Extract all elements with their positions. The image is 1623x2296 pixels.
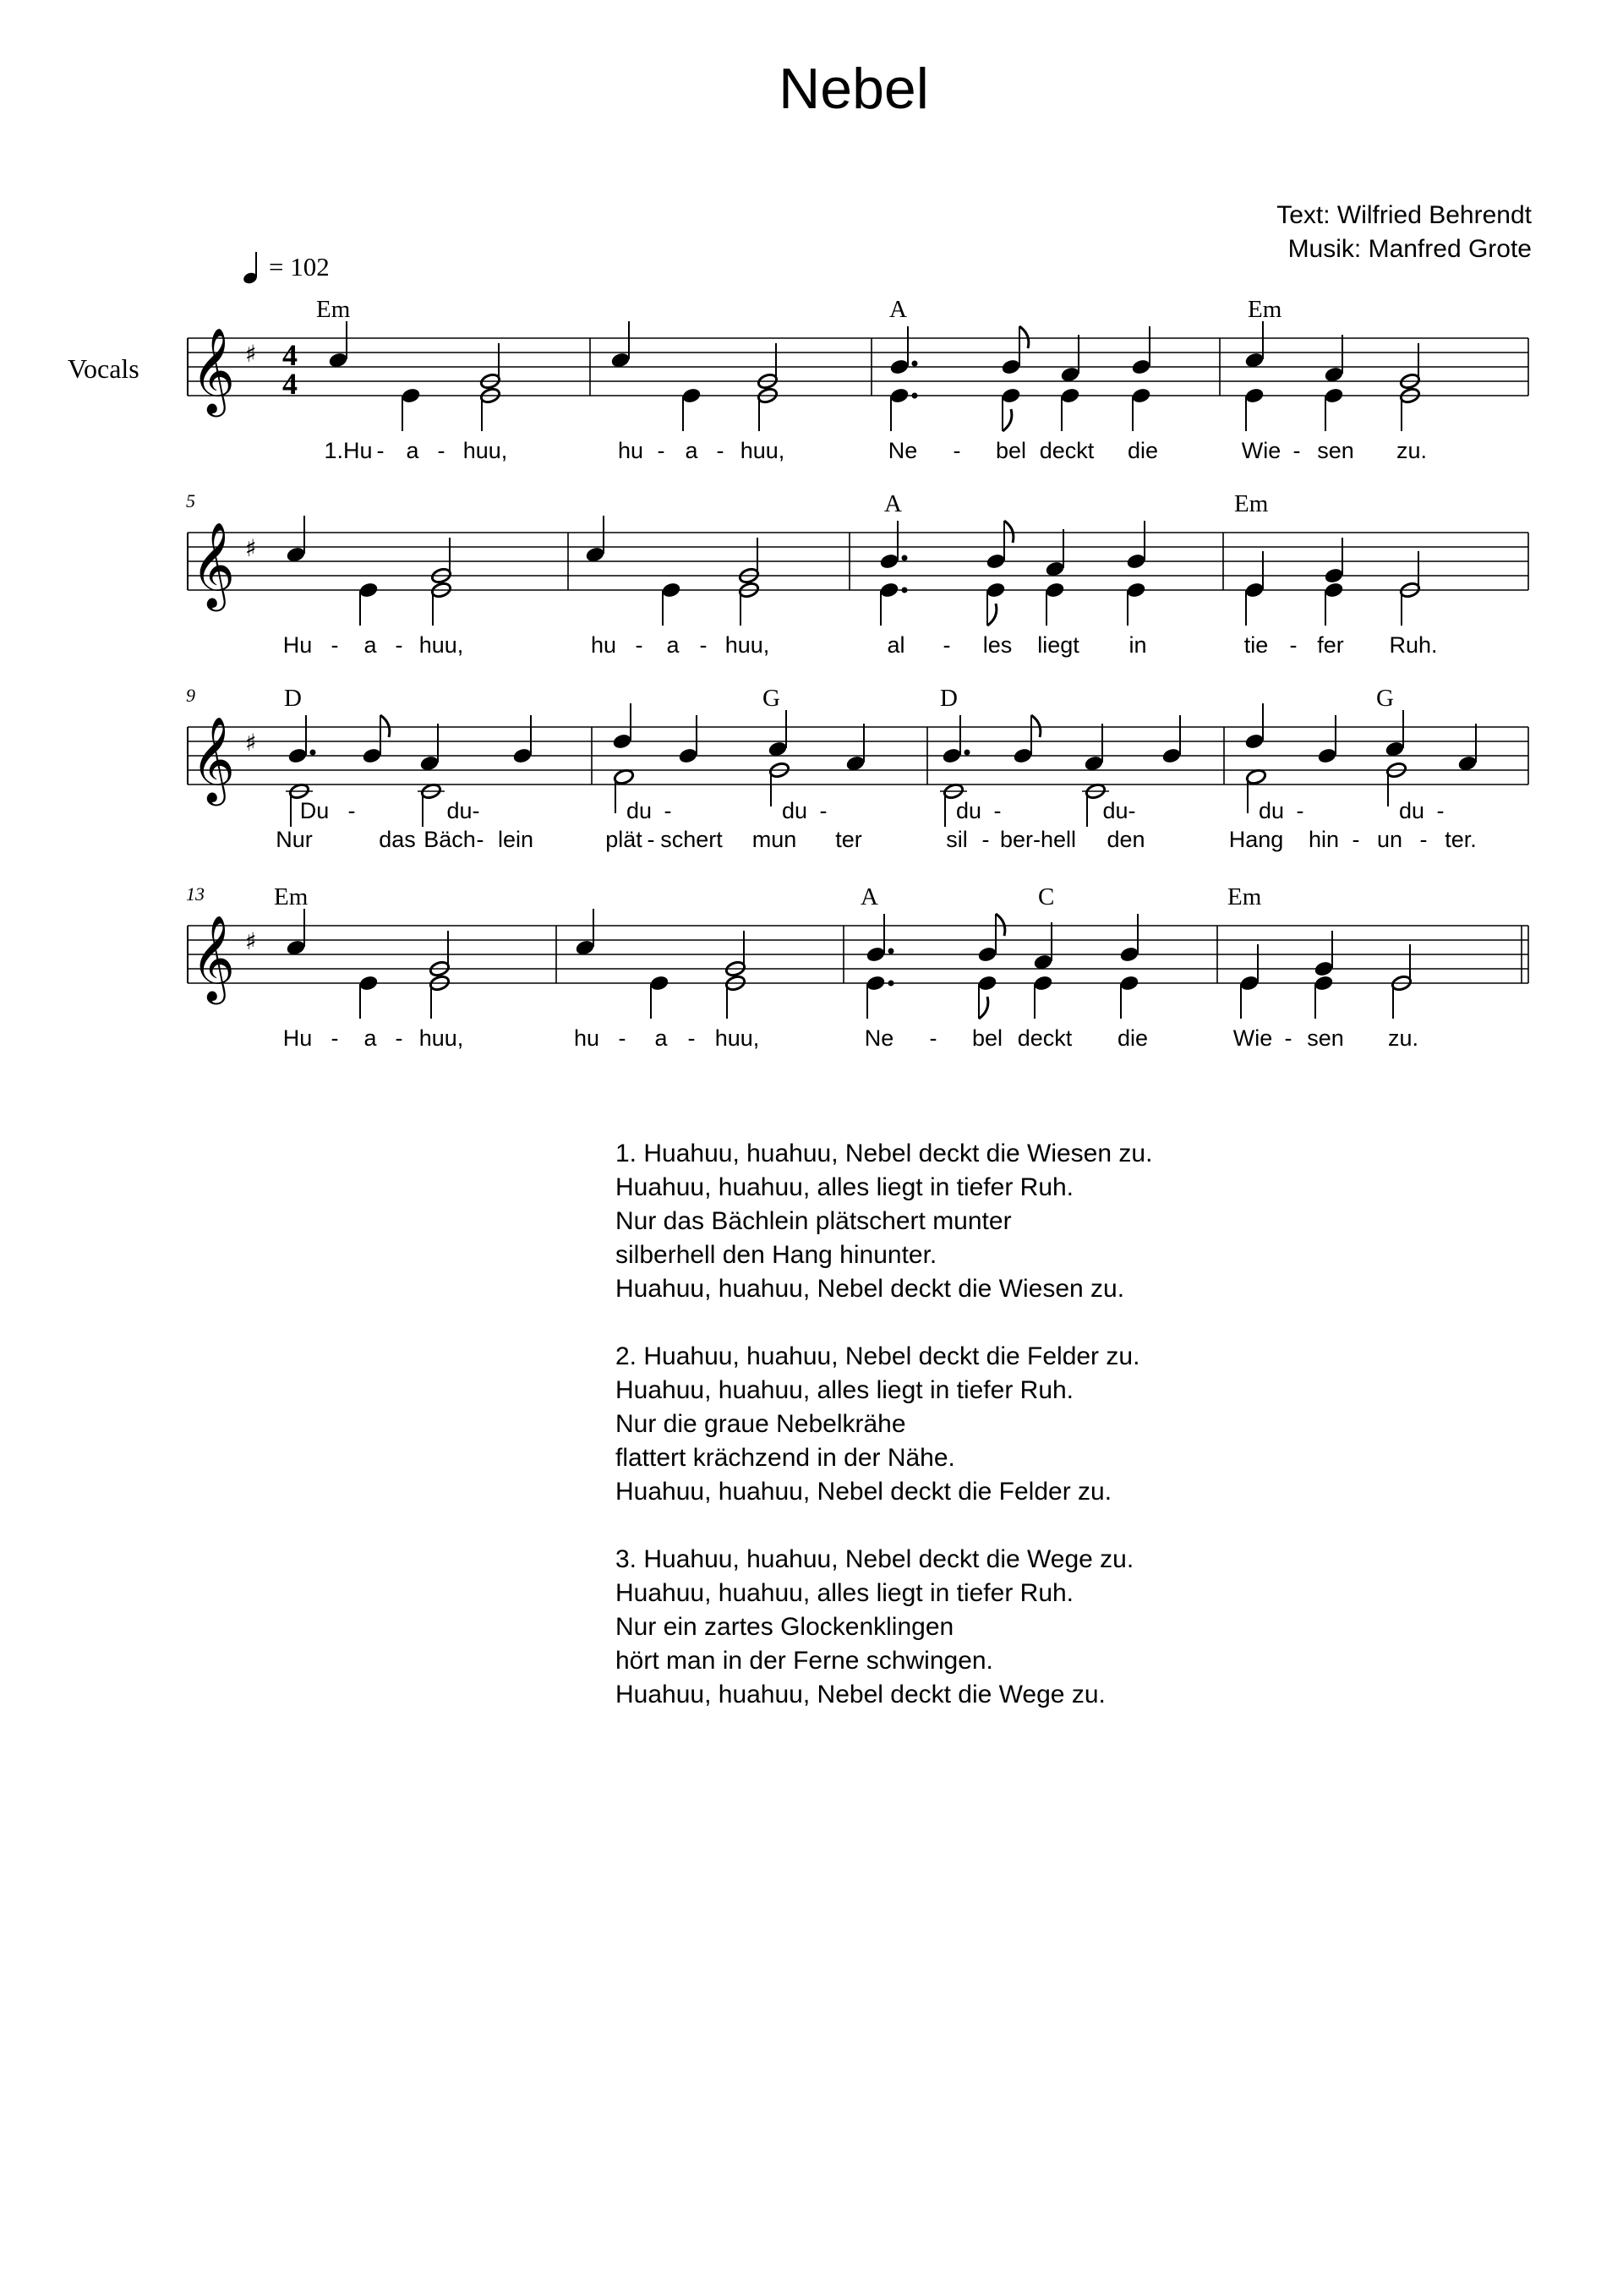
chord: G bbox=[1376, 685, 1394, 712]
svg-text:♯: ♯ bbox=[245, 340, 257, 368]
svg-text:♯: ♯ bbox=[245, 927, 257, 955]
lyric-syllable: sen bbox=[1317, 438, 1354, 463]
lyric-syllable: fer bbox=[1317, 632, 1344, 658]
lyric-syllable: huu, bbox=[714, 1025, 760, 1051]
lyric-syllable: hu bbox=[573, 1025, 600, 1051]
chord: Em bbox=[1234, 490, 1269, 517]
key-signature-sharp-icon bbox=[245, 729, 257, 757]
verse-3 bbox=[615, 1543, 1152, 1712]
verse-line: Nur die graue Nebelkrähe bbox=[615, 1410, 906, 1438]
lyric-syllable: les bbox=[982, 632, 1013, 658]
chord: C bbox=[1038, 883, 1055, 910]
measure-number: 13 bbox=[186, 883, 205, 905]
lyric-syllable: a bbox=[666, 632, 680, 658]
lyric-syllable: das bbox=[379, 827, 416, 852]
lyric-syllable: den bbox=[1107, 827, 1145, 852]
lyric-syllable: ter. bbox=[1445, 827, 1477, 852]
lyric-syllable: die bbox=[1127, 438, 1159, 463]
lyric-syllable: deckt bbox=[1039, 438, 1095, 463]
svg-text:𝄞: 𝄞 bbox=[191, 914, 236, 1001]
lyric-upper-syllable: du bbox=[626, 798, 653, 823]
verse-2 bbox=[615, 1340, 1152, 1509]
lyric-syllable: al bbox=[887, 632, 905, 658]
lyric-syllable: Ne bbox=[864, 1025, 894, 1051]
lyric-syllable: Nur bbox=[276, 827, 313, 852]
verse-line: 1. Huahuu, huahuu, Nebel deckt die Wiesen zu. bbox=[615, 1140, 1153, 1167]
verse-line: Huahuu, huahuu, alles liegt in tiefer Ruh. bbox=[615, 1376, 1074, 1404]
key-signature-sharp-icon bbox=[245, 534, 257, 562]
chord: D bbox=[284, 685, 302, 712]
measure-number: 9 bbox=[186, 685, 195, 706]
measure-number: 5 bbox=[186, 490, 195, 511]
svg-text:4: 4 bbox=[282, 367, 298, 401]
lyric-syllable: 1.Hu bbox=[324, 438, 373, 463]
verse-line: Huahuu, huahuu, Nebel deckt die Wege zu. bbox=[615, 1681, 1106, 1708]
verse-line: Huahuu, huahuu, Nebel deckt die Wiesen zu. bbox=[615, 1275, 1125, 1303]
lyric-syllable: Wie bbox=[1241, 438, 1281, 463]
svg-text:𝄞: 𝄞 bbox=[191, 521, 236, 608]
key-signature-sharp-icon bbox=[245, 340, 257, 368]
lyric-upper-syllable: du bbox=[781, 798, 808, 823]
staff-4 bbox=[0, 883, 1623, 1078]
system-3: 9 𝄞 ♯ D G D G Du - du- du - du - du - du- du - du - Nur das Bäch - lein plät - schert mun ter sil - ber-hell den Hang hin - un - ter. bbox=[0, 685, 1623, 879]
lyric-syllable: tie bbox=[1243, 632, 1269, 658]
verse-text-block bbox=[615, 1137, 1152, 1746]
lyric-upper-syllable: du- bbox=[446, 798, 480, 823]
lyric-syllable: a bbox=[654, 1025, 668, 1051]
treble-clef-icon bbox=[191, 521, 235, 612]
chord: Em bbox=[1248, 296, 1282, 323]
tempo-marking bbox=[243, 250, 330, 284]
lyric-syllable: zu. bbox=[1396, 438, 1428, 463]
verse-line: 3. Huahuu, huahuu, Nebel deckt die Wege zu. bbox=[615, 1545, 1134, 1573]
treble-clef-icon bbox=[191, 914, 235, 1005]
lyric-syllable: huu, bbox=[740, 438, 785, 463]
lyric-syllable: hin bbox=[1308, 827, 1340, 852]
lyric-syllable: zu. bbox=[1387, 1025, 1419, 1051]
lyricist-credit: Text: Wilfried Behrendt bbox=[1276, 201, 1532, 229]
lyric-syllable: huu, bbox=[462, 438, 508, 463]
verse-line: flattert krächzend in der Nähe. bbox=[615, 1444, 955, 1472]
lyric-syllable: Bäch bbox=[424, 827, 476, 852]
lyric-syllable: a bbox=[363, 632, 377, 658]
lyric-syllable: a bbox=[406, 438, 419, 463]
lyric-syllable: plät bbox=[605, 827, 642, 852]
chord: A bbox=[861, 883, 878, 910]
lyric-syllable: a bbox=[363, 1025, 377, 1051]
svg-text:𝄞: 𝄞 bbox=[191, 715, 236, 802]
lyric-syllable: in bbox=[1128, 632, 1147, 658]
svg-text:4: 4 bbox=[282, 338, 298, 372]
lyric-syllable: liegt bbox=[1037, 632, 1079, 658]
chord: D bbox=[940, 685, 958, 712]
treble-clef-icon bbox=[191, 326, 235, 418]
lyric-syllable: Hu bbox=[282, 1025, 313, 1051]
lyric-syllable: Hu bbox=[282, 632, 313, 658]
verse-line: Nur das Bächlein plätschert munter bbox=[615, 1207, 1012, 1235]
lyric-syllable: huu, bbox=[418, 632, 464, 658]
key-signature-sharp-icon bbox=[245, 927, 257, 955]
time-signature bbox=[282, 338, 298, 401]
lyric-upper-syllable: du bbox=[1258, 798, 1285, 823]
verse-1 bbox=[615, 1137, 1152, 1306]
page-title: Nebel bbox=[779, 57, 929, 121]
verse-line: hört man in der Ferne schwingen. bbox=[615, 1647, 993, 1675]
system-4: 13 𝄞 ♯ Em A C Em Hu - a - huu, hu - a - huu, Ne - bel deckt die Wie - sen zu. bbox=[0, 883, 1623, 1078]
lyric-syllable: ber-hell bbox=[999, 827, 1077, 852]
lyric-upper-syllable: du bbox=[1398, 798, 1425, 823]
chord: A bbox=[889, 296, 907, 323]
quarter-note-icon bbox=[243, 250, 260, 284]
chord: A bbox=[884, 490, 902, 517]
lyric-syllable: a bbox=[685, 438, 698, 463]
chord: Em bbox=[274, 883, 309, 910]
lyric-syllable: bel bbox=[971, 1025, 1003, 1051]
lyric-syllable: Ruh. bbox=[1389, 632, 1438, 658]
lyric-syllable: sen bbox=[1307, 1025, 1344, 1051]
lyric-syllable: sil bbox=[946, 827, 968, 852]
instrument-label: Vocals bbox=[68, 353, 139, 384]
composer-credit: Musik: Manfred Grote bbox=[1287, 235, 1532, 263]
svg-text:𝄞: 𝄞 bbox=[191, 326, 236, 413]
lyric-syllable: bel bbox=[995, 438, 1027, 463]
lyric-syllable: hu bbox=[590, 632, 617, 658]
staff-2 bbox=[0, 490, 1623, 685]
lyric-syllable: huu, bbox=[418, 1025, 464, 1051]
lyric-syllable: ter bbox=[835, 827, 862, 852]
chord: G bbox=[762, 685, 780, 712]
lyric-upper-syllable: du- bbox=[1102, 798, 1136, 823]
lyric-syllable: deckt bbox=[1017, 1025, 1073, 1051]
lyric-upper-syllable: Du bbox=[299, 798, 330, 823]
lyric-syllable: Ne bbox=[888, 438, 918, 463]
chord: Em bbox=[1227, 883, 1262, 910]
verse-line: Nur ein zartes Glockenklingen bbox=[615, 1613, 954, 1641]
lyric-syllable: die bbox=[1117, 1025, 1149, 1051]
treble-clef-icon bbox=[191, 715, 235, 806]
verse-line: Huahuu, huahuu, Nebel deckt die Felder zu. bbox=[615, 1478, 1112, 1506]
lyric-syllable: un bbox=[1376, 827, 1403, 852]
verse-line: silberhell den Hang hinunter. bbox=[615, 1241, 937, 1269]
verse-line: Huahuu, huahuu, alles liegt in tiefer Ruh. bbox=[615, 1579, 1074, 1607]
system-2: 5 𝄞 ♯ A Em Hu - a - huu, hu - a - huu, al - les liegt in tie - fer Ruh. bbox=[0, 490, 1623, 685]
lyric-syllable: huu, bbox=[724, 632, 770, 658]
lyric-syllable: schert bbox=[660, 827, 723, 852]
lyric-syllable: Wie bbox=[1232, 1025, 1273, 1051]
lyric-upper-syllable: du bbox=[955, 798, 982, 823]
svg-text:♯: ♯ bbox=[245, 729, 257, 757]
staff-1 bbox=[0, 296, 1623, 490]
lyric-syllable: lein bbox=[497, 827, 534, 852]
tempo-bpm: = 102 bbox=[269, 252, 330, 282]
lyric-syllable: mun bbox=[751, 827, 797, 852]
svg-text:♯: ♯ bbox=[245, 534, 257, 562]
system-1: 𝄞 ♯ 4 4 Em A Em 1.Hu - a - huu, hu - a - huu, Ne - bel deckt die Wie - sen zu. bbox=[0, 296, 1623, 490]
lyric-syllable: hu bbox=[617, 438, 644, 463]
lyric-syllable: Hang bbox=[1228, 827, 1284, 852]
chord: Em bbox=[316, 296, 351, 323]
verse-line: Huahuu, huahuu, alles liegt in tiefer Ruh. bbox=[615, 1173, 1074, 1201]
verse-line: 2. Huahuu, huahuu, Nebel deckt die Felder zu. bbox=[615, 1342, 1140, 1370]
